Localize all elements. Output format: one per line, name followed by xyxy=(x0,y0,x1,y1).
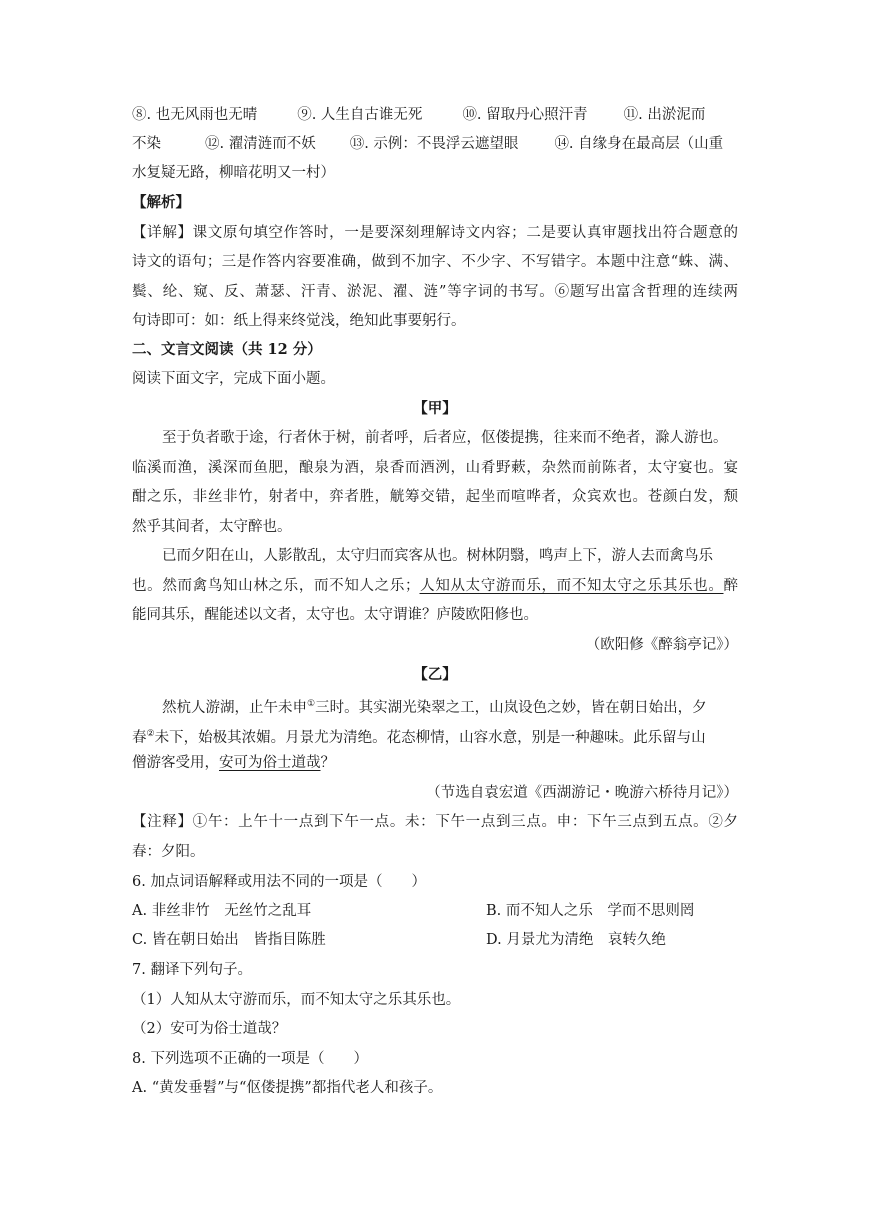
analysis-line-4: 句诗即可：如：纸上得来终觉浅，绝知此事要躬行。 xyxy=(132,313,466,329)
question-6-option-a: A. 非丝非竹 无丝竹之乱耳 xyxy=(132,903,312,919)
passage-a-p2-line-2-post: 醉 xyxy=(723,578,738,594)
notes-line-1: 【注释】①午：上午十一点到下午一点。未：下午一点到三点。申：下午三点到五点。②夕 xyxy=(132,814,738,830)
passage-a-p2-line-2-pre: 也。然而禽鸟知山林之乐，而不知人之乐； xyxy=(132,578,420,594)
passage-b-line-2 xyxy=(132,724,706,748)
notes-line-2: 春：夕阳。 xyxy=(132,844,205,860)
section-instruction: 阅读下面文字，完成下面小题。 xyxy=(132,371,335,387)
passage-a-p2-line-3: 能同其乐，醒能述以文者，太守也。太守谓谁？庐陵欧阳修也。 xyxy=(132,607,538,623)
passage-a-p2-line-2 xyxy=(132,576,738,596)
passage-b-line-1 xyxy=(162,694,707,718)
passage-a-p1-line-4: 然乎其间者，太守醉也。 xyxy=(132,519,292,535)
question-6-option-d: D. 月景尤为清绝 哀转久绝 xyxy=(486,932,666,948)
analysis-line-3: 鬓、纶、窥、反、萧瑟、汗青、淤泥、濯、涟”等字词的书写。⑥题写出富含哲理的连续两 xyxy=(132,284,738,300)
passage-b-line-2-post: 未下，始极其浓媚。月景尤为清绝。花态柳情，山容水意，别是一种趣味。此乐留与山 xyxy=(154,729,706,746)
analysis-line-1: 【详解】课文原句填空作答时，一是要深刻理解诗文内容；二是要认真审题找出符合题意的 xyxy=(132,225,738,241)
passage-b-line-3-pre: 僧游客受用， xyxy=(132,755,219,771)
question-7-sentence-2: （2）安可为俗士道哉？ xyxy=(132,1021,287,1037)
passage-a-source: （欧阳修《醉翁亭记》） xyxy=(585,637,738,653)
answer-10: ⑩. 留取丹心照汗青 xyxy=(462,107,588,123)
question-6-option-c: C. 皆在朝日始出 皆指目陈胜 xyxy=(132,932,326,948)
answer-11: ⑪. 出淤泥而 xyxy=(623,107,706,123)
analysis-heading: 【解析】 xyxy=(132,194,190,211)
passage-b-label: 【乙】 xyxy=(413,666,457,683)
passage-a-underlined-sentence: 人知从太守游而乐，而不知太守之乐其乐也。 xyxy=(419,578,724,594)
passage-a-p1-line-1: 至于负者歌于途，行者休于树，前者呼，后者应，伛偻提携，往来而不绝者，滁人游也。 xyxy=(162,430,728,446)
footnote-marker-2: ② xyxy=(146,729,155,739)
answer-line-1 xyxy=(132,105,705,125)
question-8-stem: 8. 下列选项不正确的一项是（ ） xyxy=(132,1051,368,1067)
answer-8: ⑧. 也无风雨也无晴 xyxy=(132,107,258,123)
footnote-marker-1: ① xyxy=(307,699,316,709)
passage-b-line-3 xyxy=(132,753,335,773)
question-6-option-b: B. 而不知人之乐 学而不思则罔 xyxy=(486,903,695,919)
passage-b-line-1-pre: 然杭人游湖，止午未申 xyxy=(162,699,307,716)
passage-a-label: 【甲】 xyxy=(413,400,457,417)
question-7-stem: 7. 翻译下列句子。 xyxy=(132,962,252,978)
passage-b-line-2-pre: 春 xyxy=(132,729,147,746)
answer-line-2 xyxy=(132,134,723,154)
passage-b-underlined-sentence: 安可为俗士道哉 xyxy=(219,755,321,771)
section-heading: 二、文言文阅读（共 12 分） xyxy=(132,341,322,358)
answer-14: ⑭. 自缘身在最高层（山重 xyxy=(554,136,724,152)
question-8-option-a: A. “黄发垂髫”与“伛偻提携”都指代老人和孩子。 xyxy=(132,1080,443,1096)
answer-11-cont: 不染 xyxy=(132,136,161,152)
passage-b-source: （节选自袁宏道《西湖游记・晚游六桥待月记》） xyxy=(426,785,738,801)
answer-13: ⑬. 示例：不畏浮云遮望眼 xyxy=(349,136,519,152)
question-6-stem: 6. 加点词语解释或用法不同的一项是（ ） xyxy=(132,874,426,890)
passage-a-p1-line-3: 酣之乐，非丝非竹，射者中，弈者胜，觥筹交错，起坐而喧哗者，众宾欢也。苍颜白发，颓 xyxy=(132,489,738,505)
passage-a-p2-line-1: 已而夕阳在山，人影散乱，太守归而宾客从也。树林阴翳，鸣声上下，游人去而禽鸟乐 xyxy=(162,548,713,564)
analysis-line-2: 诗文的语句；三是作答内容要准确，做到不加字、不少字、不写错字。本题中注意“蛛、满、 xyxy=(132,254,738,270)
answer-line-3: 水复疑无路，柳暗花明又一村） xyxy=(132,165,335,181)
answer-12: ⑫. 濯清涟而不妖 xyxy=(205,136,316,152)
passage-a-p1-line-2: 临溪而渔，溪深而鱼肥，酿泉为酒，泉香而酒洌，山肴野蔌，杂然而前陈者，太守宴也。宴 xyxy=(132,460,738,476)
passage-b-line-1-post: 三时。其实湖光染翠之工，山岚设色之妙，皆在朝日始出，夕 xyxy=(315,699,707,716)
question-7-sentence-1: （1）人知从太守游而乐，而不知太守之乐其乐也。 xyxy=(132,992,461,1008)
answer-9: ⑨. 人生自古谁无死 xyxy=(297,107,423,123)
passage-b-line-3-post: ？ xyxy=(320,755,335,771)
